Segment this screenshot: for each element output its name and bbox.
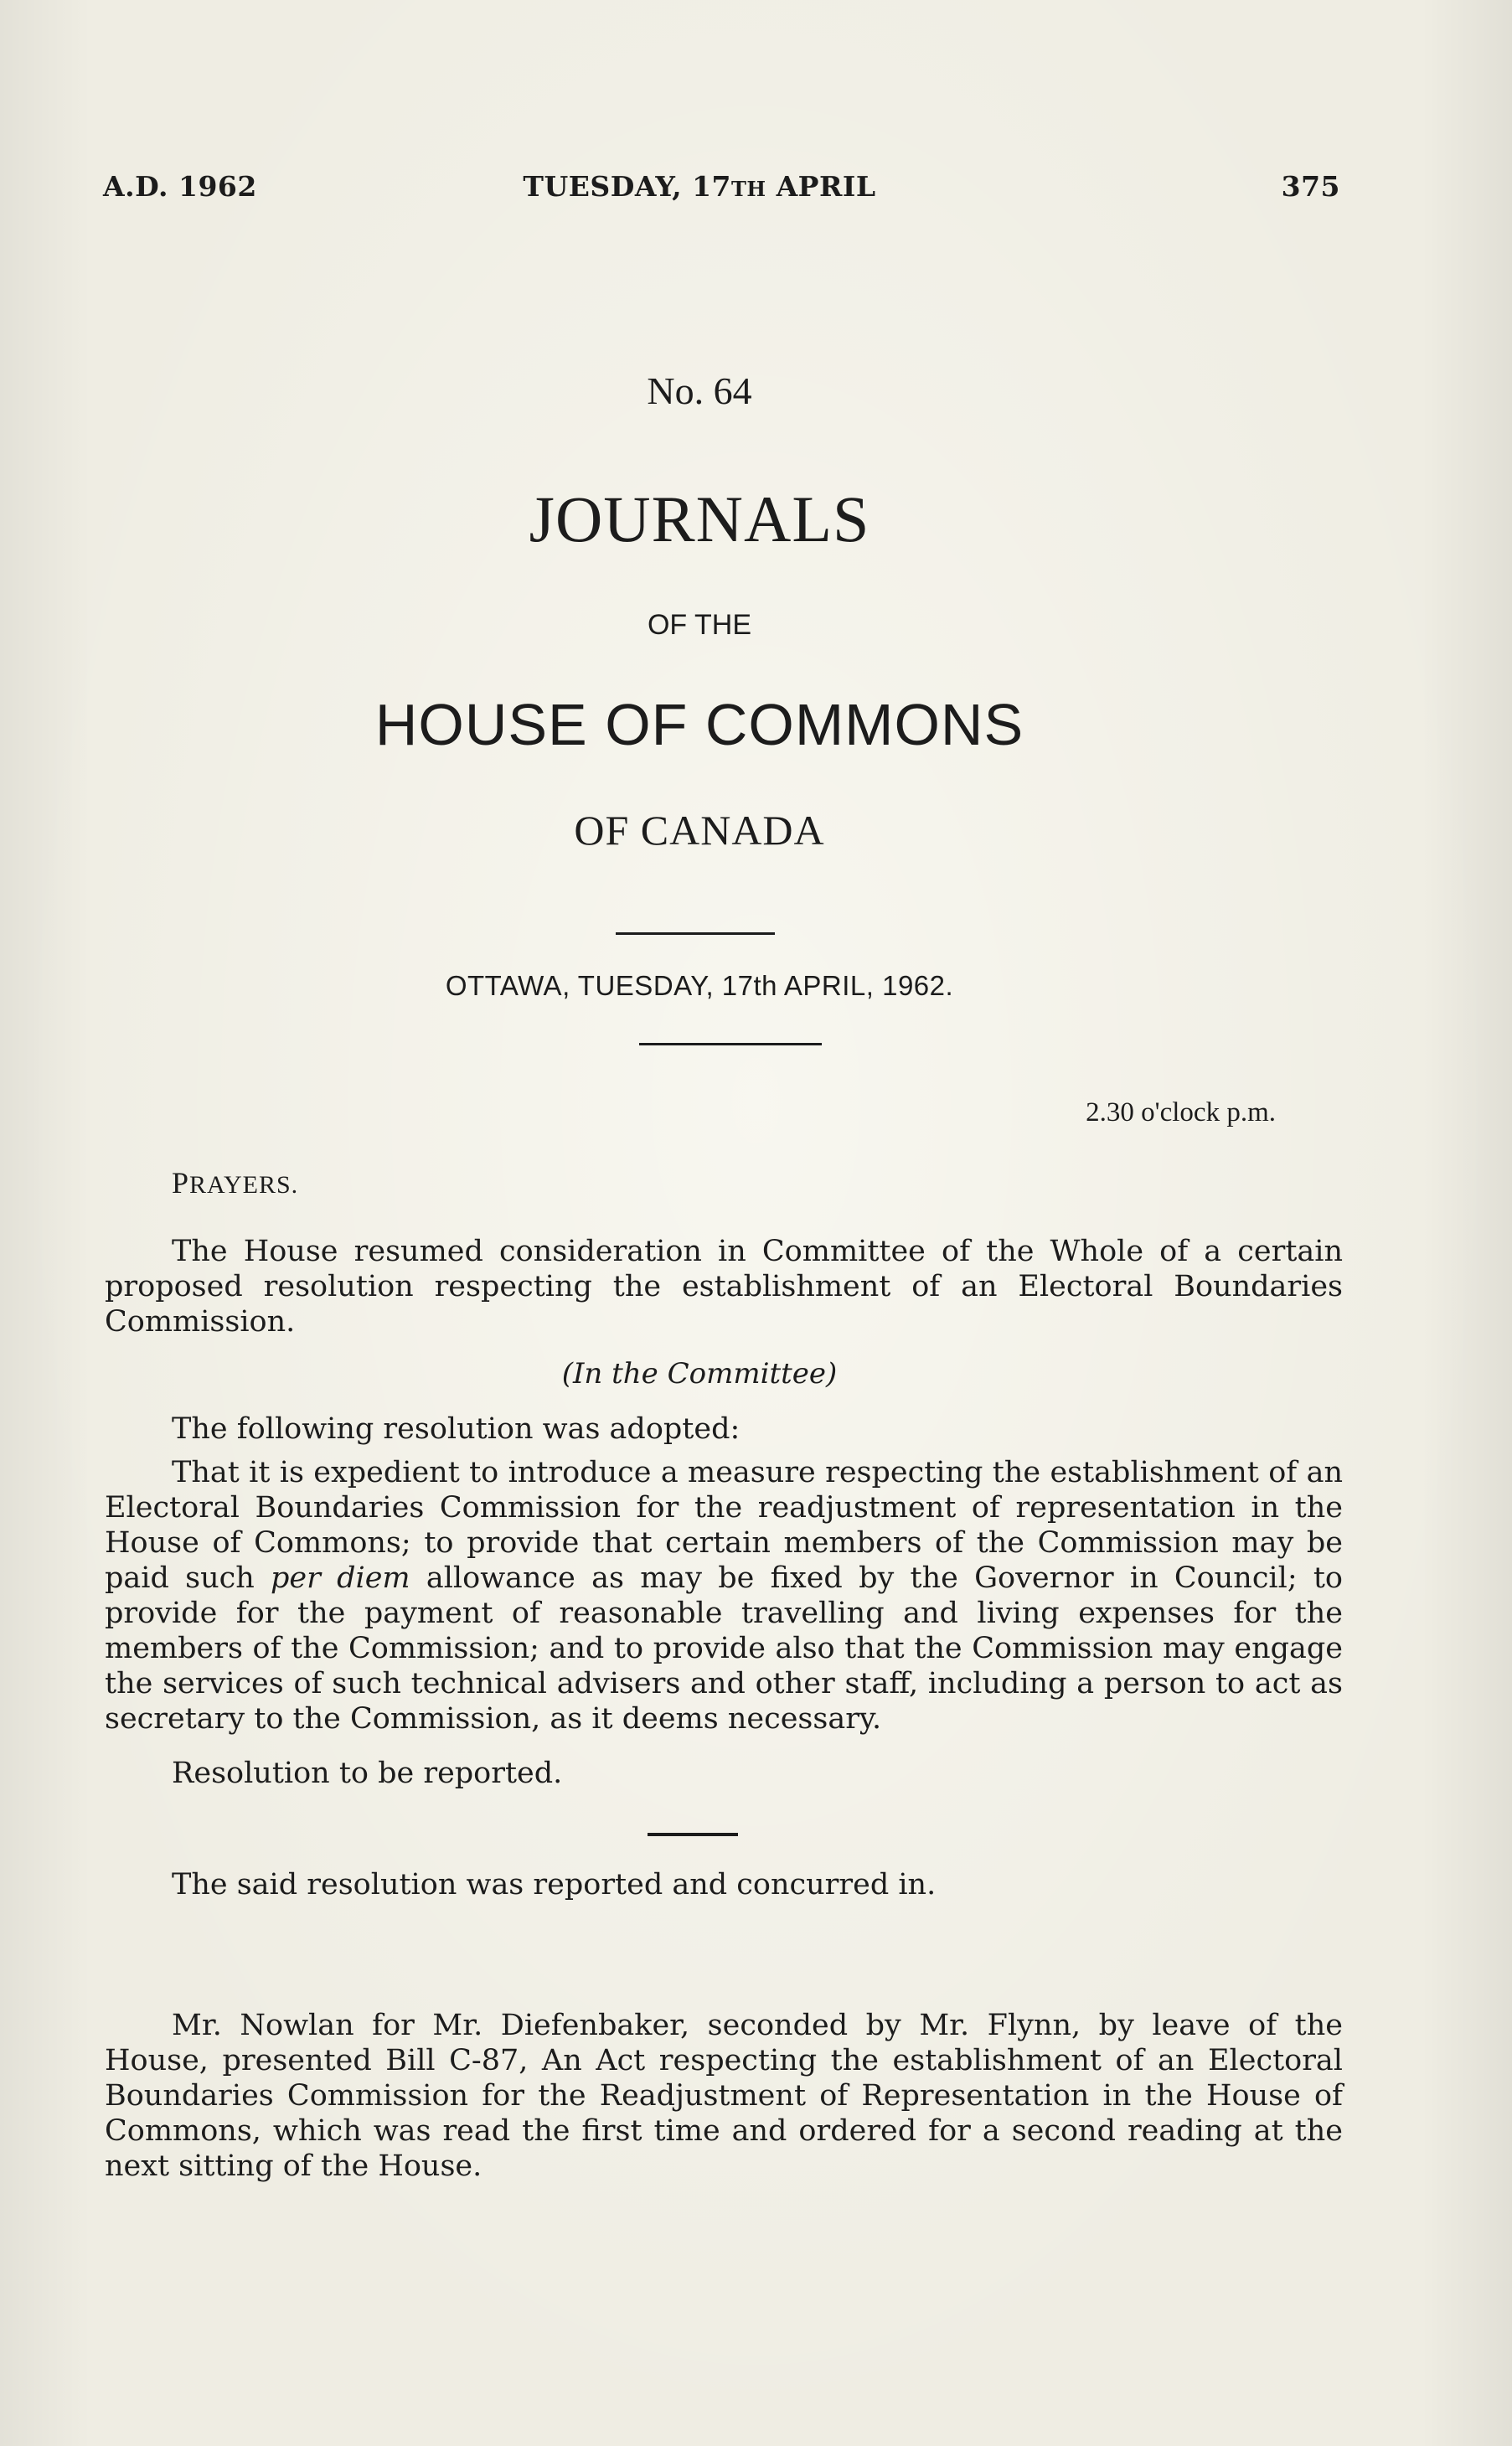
page-number: 375 — [1281, 170, 1340, 203]
title-of-canada: OF CANADA — [574, 807, 825, 854]
title-journals: JOURNALS — [529, 482, 870, 555]
paragraph-resolution: That it is expedient to introduce a measure respecting the establishment of an Electoral Boundaries Commission for the readjustment of representation in the House of Commons; to provide that certain members of the Commission may be paid such per diem allowance as may be fixed by the Governor in Council; to provide for the payment of reasonable travelling and living expenses for the members of the Commission; and to provide also that the Commission may engage the services of such technical advisers and other staff, including a person to act as secretary to the Commission, as it deems necessary. — [105, 1456, 1343, 1736]
sitting-time: 2.30 o'clock p.m. — [1086, 1097, 1276, 1128]
prayers-heading: PRAYERS. — [172, 1166, 299, 1200]
title-of-the: OF THE — [647, 609, 752, 641]
committee-heading: (In the Committee) — [561, 1357, 838, 1391]
resolution-concurred: The said resolution was reported and concurred in. — [172, 1868, 937, 1902]
journal-number: No. 64 — [647, 369, 752, 412]
divider-rule — [648, 1833, 738, 1836]
resolution-to-be-reported: Resolution to be reported. — [172, 1757, 563, 1790]
divider-rule — [616, 932, 775, 935]
title-house-of-commons: HOUSE OF COMMONS — [374, 692, 1024, 757]
header-year: A.D. 1962 — [103, 170, 257, 203]
resolution-adopted-line: The following resolution was adopted: — [172, 1412, 741, 1446]
divider-rule — [639, 1043, 822, 1045]
paragraph-committee-resumed: The House resumed consideration in Committee of the Whole of a certain proposed resolution respecting the establishment of an Electoral Boundaries Commission. — [105, 1235, 1343, 1339]
dateline: OTTAWA, TUESDAY, 17th APRIL, 1962. — [445, 970, 954, 1001]
header-date: TUESDAY, 17TH APRIL — [523, 170, 876, 203]
paragraph-bill-c87: Mr. Nowlan for Mr. Diefenbaker, seconded by Mr. Flynn, by leave of the House, presented Bill C-87, An Act respecting the establishment of an Electoral Boundaries Commission for the Readjustment of Representation in the House of Commons, which was read the first time and ordered for a second reading at the next sitting of the House. — [105, 2009, 1343, 2183]
